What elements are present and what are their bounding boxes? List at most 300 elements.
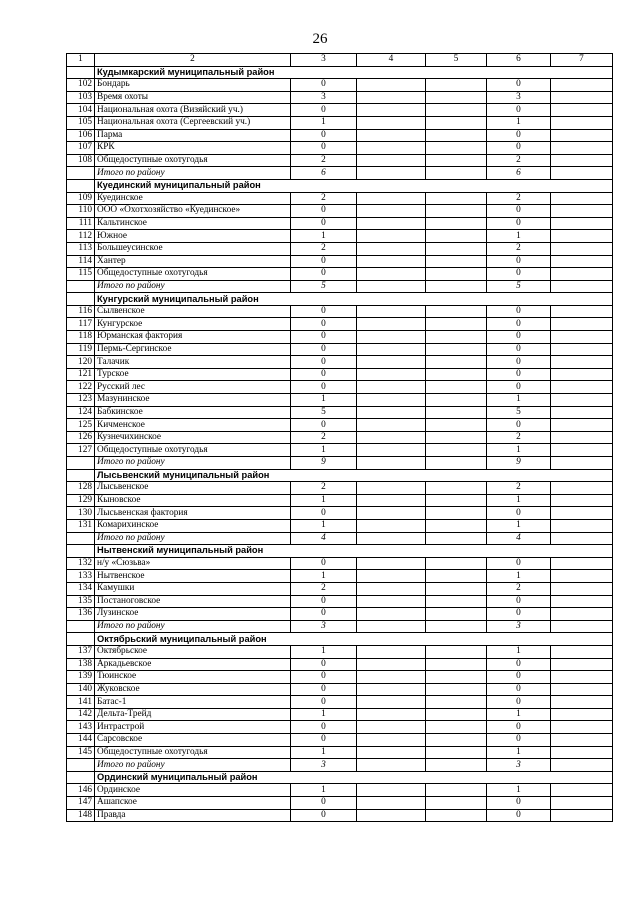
column-6-value: 0: [487, 331, 551, 344]
area-name-cell: Комарихинское: [95, 519, 291, 532]
column-3-value: 1: [291, 519, 357, 532]
column-5-value: [426, 91, 487, 104]
district-section-row: [67, 771, 613, 784]
column-5-value: [426, 217, 487, 230]
column-5-value: [426, 419, 487, 432]
column-7-value: [551, 104, 613, 117]
row-number-cell: 143: [67, 721, 95, 734]
column-7-value: [551, 217, 613, 230]
column-7-value: [551, 582, 613, 595]
column-6-value: 0: [487, 557, 551, 570]
column-header: 2: [95, 54, 291, 67]
column-6-value: 0: [487, 608, 551, 621]
area-name-cell: Пермь-Сергинское: [95, 343, 291, 356]
row-number-cell: 134: [67, 582, 95, 595]
column-5-value: [426, 797, 487, 810]
table-row: [67, 142, 613, 155]
column-4-value: [357, 608, 426, 621]
column-header: 4: [357, 54, 426, 67]
table-row: [67, 305, 613, 318]
column-7-value: [551, 356, 613, 369]
column-4-value: [357, 519, 426, 532]
row-number-cell: [67, 771, 95, 784]
district-total-row: [67, 167, 613, 180]
column-4-value: [357, 734, 426, 747]
column-7-value: [551, 608, 613, 621]
column-7-value: [551, 419, 613, 432]
column-6-value: 2: [487, 192, 551, 205]
column-4-value: [357, 620, 426, 633]
column-4-value: [357, 457, 426, 470]
column-5-value: [426, 343, 487, 356]
column-4-value: [357, 683, 426, 696]
area-name-cell: Интрастрой: [95, 721, 291, 734]
column-7-value: [551, 205, 613, 218]
table-row: [67, 431, 613, 444]
column-header: 1: [67, 54, 95, 67]
column-6-value: 0: [487, 734, 551, 747]
column-4-value: [357, 154, 426, 167]
column-6-value: 0: [487, 381, 551, 394]
column-6-value: 0: [487, 671, 551, 684]
row-number-cell: 140: [67, 683, 95, 696]
table-row: [67, 519, 613, 532]
column-4-value: [357, 759, 426, 772]
column-6-value: 0: [487, 268, 551, 281]
column-3-value: 0: [291, 142, 357, 155]
district-section-row: [67, 545, 613, 558]
row-number-cell: 135: [67, 595, 95, 608]
column-6-value: 0: [487, 809, 551, 822]
column-7-value: [551, 797, 613, 810]
row-number-cell: 141: [67, 696, 95, 709]
district-section-row: [67, 633, 613, 646]
row-number-cell: 125: [67, 419, 95, 432]
district-title: Нытвенский муниципальный район: [95, 545, 613, 558]
row-number-cell: [67, 759, 95, 772]
column-3-value: 0: [291, 129, 357, 142]
area-name-cell: Жуковское: [95, 683, 291, 696]
column-6-value: 1: [487, 116, 551, 129]
column-5-value: [426, 230, 487, 243]
row-number-cell: 132: [67, 557, 95, 570]
column-3-value: 0: [291, 79, 357, 92]
column-6-value: 0: [487, 217, 551, 230]
column-3-value: 1: [291, 230, 357, 243]
column-3-value: 0: [291, 683, 357, 696]
column-7-value: [551, 129, 613, 142]
area-name-cell: Лысьвенское: [95, 482, 291, 495]
column-7-value: [551, 381, 613, 394]
column-7-value: [551, 620, 613, 633]
table-row: [67, 356, 613, 369]
row-number-cell: 106: [67, 129, 95, 142]
column-7-value: [551, 519, 613, 532]
area-name-cell: Дельта-Трейд: [95, 708, 291, 721]
column-3-value: 9: [291, 457, 357, 470]
column-3-value: 3: [291, 91, 357, 104]
column-5-value: [426, 394, 487, 407]
column-4-value: [357, 331, 426, 344]
column-5-value: [426, 784, 487, 797]
area-name-cell: Итого по району: [95, 620, 291, 633]
row-number-cell: 128: [67, 482, 95, 495]
column-3-value: 2: [291, 431, 357, 444]
table-row: [67, 570, 613, 583]
row-number-cell: 121: [67, 368, 95, 381]
area-name-cell: Куединское: [95, 192, 291, 205]
column-3-value: 3: [291, 620, 357, 633]
column-4-value: [357, 116, 426, 129]
row-number-cell: 120: [67, 356, 95, 369]
table-row: [67, 91, 613, 104]
column-5-value: [426, 494, 487, 507]
column-4-value: [357, 368, 426, 381]
column-3-value: 0: [291, 255, 357, 268]
column-4-value: [357, 431, 426, 444]
table-row: [67, 192, 613, 205]
column-3-value: 1: [291, 494, 357, 507]
column-4-value: [357, 570, 426, 583]
column-3-value: 0: [291, 318, 357, 331]
column-3-value: 0: [291, 368, 357, 381]
column-6-value: 0: [487, 255, 551, 268]
area-name-cell: Октябрьское: [95, 645, 291, 658]
column-3-value: 0: [291, 268, 357, 281]
row-number-cell: 103: [67, 91, 95, 104]
area-name-cell: Бондарь: [95, 79, 291, 92]
column-5-value: [426, 242, 487, 255]
column-5-value: [426, 708, 487, 721]
table-row: [67, 671, 613, 684]
column-3-value: 2: [291, 242, 357, 255]
row-number-cell: 136: [67, 608, 95, 621]
table-row: [67, 217, 613, 230]
column-5-value: [426, 280, 487, 293]
table-row: [67, 507, 613, 520]
column-4-value: [357, 645, 426, 658]
district-title: Ординский муниципальный район: [95, 771, 613, 784]
table-row: [67, 696, 613, 709]
table-row: [67, 116, 613, 129]
column-7-value: [551, 683, 613, 696]
column-6-value: 0: [487, 595, 551, 608]
column-6-value: 1: [487, 494, 551, 507]
column-6-value: 0: [487, 419, 551, 432]
column-6-value: 1: [487, 519, 551, 532]
table-row: [67, 318, 613, 331]
column-3-value: 1: [291, 444, 357, 457]
column-5-value: [426, 457, 487, 470]
column-5-value: [426, 557, 487, 570]
column-3-value: 0: [291, 305, 357, 318]
row-number-cell: [67, 179, 95, 192]
row-number-cell: [67, 532, 95, 545]
table-row: [67, 444, 613, 457]
row-number-cell: 123: [67, 394, 95, 407]
column-3-value: 0: [291, 671, 357, 684]
column-5-value: [426, 305, 487, 318]
column-7-value: [551, 79, 613, 92]
column-3-value: 0: [291, 721, 357, 734]
column-4-value: [357, 784, 426, 797]
row-number-cell: 117: [67, 318, 95, 331]
column-6-value: 5: [487, 406, 551, 419]
column-4-value: [357, 242, 426, 255]
column-6-value: 0: [487, 356, 551, 369]
column-5-value: [426, 645, 487, 658]
column-5-value: [426, 608, 487, 621]
area-name-cell: ООО «Охотхозяйство «Куединское»: [95, 205, 291, 218]
column-7-value: [551, 809, 613, 822]
column-header: 6: [487, 54, 551, 67]
column-5-value: [426, 205, 487, 218]
area-name-cell: Батас-1: [95, 696, 291, 709]
column-7-value: [551, 759, 613, 772]
column-7-value: [551, 255, 613, 268]
row-number-cell: 129: [67, 494, 95, 507]
area-name-cell: Итого по району: [95, 457, 291, 470]
area-name-cell: Хантер: [95, 255, 291, 268]
column-6-value: 3: [487, 91, 551, 104]
column-7-value: [551, 457, 613, 470]
column-7-value: [551, 444, 613, 457]
column-4-value: [357, 394, 426, 407]
column-5-value: [426, 734, 487, 747]
column-6-value: 0: [487, 129, 551, 142]
area-name-cell: Русский лес: [95, 381, 291, 394]
row-number-cell: 116: [67, 305, 95, 318]
table-row: [67, 230, 613, 243]
area-name-cell: Ашапское: [95, 797, 291, 810]
column-3-value: 4: [291, 532, 357, 545]
row-number-cell: 119: [67, 343, 95, 356]
area-name-cell: Итого по району: [95, 759, 291, 772]
area-name-cell: Итого по району: [95, 167, 291, 180]
column-7-value: [551, 746, 613, 759]
column-7-value: [551, 280, 613, 293]
column-6-value: 0: [487, 507, 551, 520]
area-name-cell: Общедоступные охотугодья: [95, 268, 291, 281]
area-name-cell: Кальтинское: [95, 217, 291, 230]
column-3-value: 2: [291, 192, 357, 205]
area-name-cell: Кыновское: [95, 494, 291, 507]
column-7-value: [551, 394, 613, 407]
table-row: [67, 809, 613, 822]
row-number-cell: 130: [67, 507, 95, 520]
column-3-value: 1: [291, 746, 357, 759]
page-number: 26: [312, 31, 328, 47]
column-3-value: 6: [291, 167, 357, 180]
row-number-cell: 146: [67, 784, 95, 797]
column-6-value: 0: [487, 797, 551, 810]
area-name-cell: Общедоступные охотугодья: [95, 746, 291, 759]
column-3-value: 0: [291, 696, 357, 709]
column-7-value: [551, 192, 613, 205]
column-3-value: 5: [291, 280, 357, 293]
column-4-value: [357, 671, 426, 684]
column-4-value: [357, 696, 426, 709]
column-6-value: 0: [487, 205, 551, 218]
column-3-value: 2: [291, 482, 357, 495]
table-row: [67, 343, 613, 356]
table-row: [67, 683, 613, 696]
area-name-cell: Турское: [95, 368, 291, 381]
column-4-value: [357, 343, 426, 356]
row-number-cell: 147: [67, 797, 95, 810]
column-6-value: 0: [487, 658, 551, 671]
column-4-value: [357, 205, 426, 218]
row-number-cell: 110: [67, 205, 95, 218]
column-6-value: 0: [487, 318, 551, 331]
column-5-value: [426, 482, 487, 495]
column-3-value: 1: [291, 645, 357, 658]
column-6-value: 5: [487, 280, 551, 293]
row-number-cell: 126: [67, 431, 95, 444]
column-5-value: [426, 116, 487, 129]
column-7-value: [551, 734, 613, 747]
column-6-value: 0: [487, 142, 551, 155]
area-name-cell: Национальная охота (Сергеевский уч.): [95, 116, 291, 129]
row-number-cell: [67, 66, 95, 79]
column-6-value: 6: [487, 167, 551, 180]
column-6-value: 1: [487, 708, 551, 721]
column-5-value: [426, 519, 487, 532]
row-number-cell: 107: [67, 142, 95, 155]
column-4-value: [357, 230, 426, 243]
column-7-value: [551, 154, 613, 167]
row-number-cell: [67, 620, 95, 633]
column-3-value: 0: [291, 104, 357, 117]
column-6-value: 0: [487, 343, 551, 356]
column-7-value: [551, 696, 613, 709]
column-3-value: 0: [291, 595, 357, 608]
row-number-cell: [67, 280, 95, 293]
column-7-value: [551, 368, 613, 381]
row-number-cell: 122: [67, 381, 95, 394]
column-3-value: 0: [291, 381, 357, 394]
column-4-value: [357, 419, 426, 432]
table-row: [67, 129, 613, 142]
column-4-value: [357, 406, 426, 419]
area-name-cell: Нытвенское: [95, 570, 291, 583]
column-5-value: [426, 431, 487, 444]
row-number-cell: 111: [67, 217, 95, 230]
area-name-cell: Общедоступные охотугодья: [95, 154, 291, 167]
area-name-cell: Камушки: [95, 582, 291, 595]
area-name-cell: Кузнечихинское: [95, 431, 291, 444]
table-row: [67, 394, 613, 407]
table-header-row: [67, 54, 613, 67]
column-4-value: [357, 658, 426, 671]
column-7-value: [551, 557, 613, 570]
column-4-value: [357, 444, 426, 457]
table-row: [67, 595, 613, 608]
column-5-value: [426, 268, 487, 281]
column-6-value: 1: [487, 444, 551, 457]
column-6-value: 2: [487, 582, 551, 595]
area-name-cell: н/у «Сюзьва»: [95, 557, 291, 570]
district-section-row: [67, 179, 613, 192]
area-name-cell: Мазунинское: [95, 394, 291, 407]
column-4-value: [357, 721, 426, 734]
area-name-cell: Ординское: [95, 784, 291, 797]
column-7-value: [551, 784, 613, 797]
column-5-value: [426, 104, 487, 117]
column-5-value: [426, 696, 487, 709]
column-5-value: [426, 368, 487, 381]
district-title: Куединский муниципальный район: [95, 179, 613, 192]
column-4-value: [357, 167, 426, 180]
column-4-value: [357, 595, 426, 608]
table-row: [67, 268, 613, 281]
column-7-value: [551, 532, 613, 545]
column-5-value: [426, 620, 487, 633]
column-7-value: [551, 230, 613, 243]
row-number-cell: 114: [67, 255, 95, 268]
column-3-value: 0: [291, 797, 357, 810]
column-header: 7: [551, 54, 613, 67]
row-number-cell: 144: [67, 734, 95, 747]
row-number-cell: 124: [67, 406, 95, 419]
column-3-value: 0: [291, 809, 357, 822]
column-5-value: [426, 318, 487, 331]
column-7-value: [551, 645, 613, 658]
row-number-cell: 102: [67, 79, 95, 92]
row-number-cell: 113: [67, 242, 95, 255]
column-5-value: [426, 331, 487, 344]
column-5-value: [426, 356, 487, 369]
area-name-cell: Талачик: [95, 356, 291, 369]
row-number-cell: 145: [67, 746, 95, 759]
column-4-value: [357, 268, 426, 281]
table-row: [67, 582, 613, 595]
column-6-value: 0: [487, 79, 551, 92]
table-row: [67, 104, 613, 117]
column-4-value: [357, 482, 426, 495]
column-4-value: [357, 494, 426, 507]
row-number-cell: 115: [67, 268, 95, 281]
table-row: [67, 734, 613, 747]
column-4-value: [357, 280, 426, 293]
column-3-value: 0: [291, 356, 357, 369]
column-3-value: 0: [291, 217, 357, 230]
row-number-cell: [67, 293, 95, 306]
column-3-value: 1: [291, 116, 357, 129]
column-7-value: [551, 91, 613, 104]
column-3-value: 5: [291, 406, 357, 419]
area-name-cell: Кичменское: [95, 419, 291, 432]
district-total-row: [67, 620, 613, 633]
column-5-value: [426, 79, 487, 92]
column-4-value: [357, 507, 426, 520]
table-row: [67, 79, 613, 92]
table-row: [67, 255, 613, 268]
table-row: [67, 242, 613, 255]
table-row: [67, 797, 613, 810]
column-5-value: [426, 255, 487, 268]
area-name-cell: Время охоты: [95, 91, 291, 104]
column-7-value: [551, 268, 613, 281]
column-4-value: [357, 305, 426, 318]
row-number-cell: 142: [67, 708, 95, 721]
column-6-value: 3: [487, 759, 551, 772]
table-row: [67, 494, 613, 507]
column-5-value: [426, 671, 487, 684]
table-row: [67, 406, 613, 419]
column-7-value: [551, 721, 613, 734]
column-3-value: 2: [291, 582, 357, 595]
